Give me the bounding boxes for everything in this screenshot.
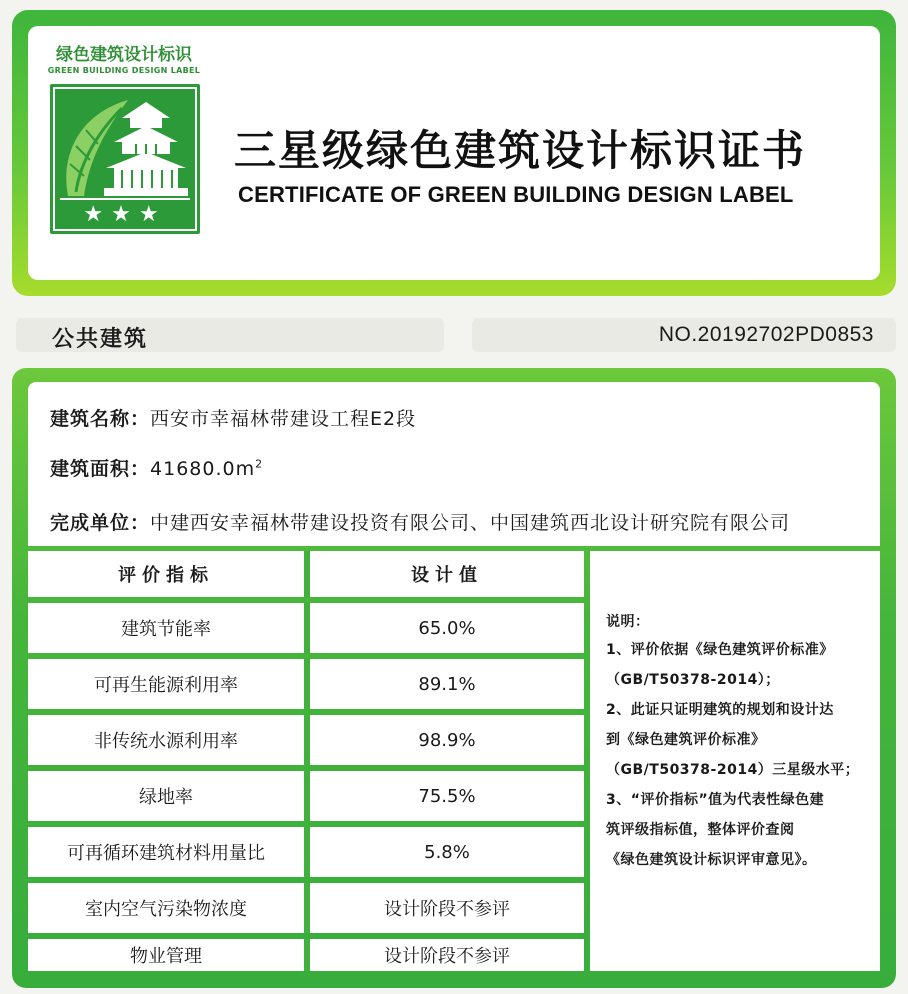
note-line: 1、评价依据《绿色建筑评价标准》: [606, 642, 834, 658]
value-cell: 5.8%: [424, 841, 470, 863]
indicator-cell: 物业管理: [130, 946, 202, 967]
table-row: [28, 883, 584, 933]
notes-panel: [590, 551, 880, 971]
green-building-logo: [44, 40, 204, 250]
value-cell: 设计阶段不参评: [384, 946, 510, 967]
header-indicator: 评价指标: [118, 565, 214, 586]
indicator-cell: 室内空气污染物浓度: [85, 899, 247, 920]
completion-unit-line: [50, 508, 790, 535]
indicator-table: [28, 551, 584, 971]
building-area-line: [50, 454, 263, 481]
building-name-label: 建筑名称：: [50, 408, 151, 430]
certificate-title-en: CERTIFICATE OF GREEN BUILDING DESIGN LABEL: [238, 182, 794, 207]
certificate-number: NO.20192702PD0853: [658, 323, 874, 346]
building-name-value: 西安市幸福林带建设工程E2段: [150, 408, 417, 430]
table-row: [28, 827, 584, 877]
table-row: [28, 659, 584, 709]
table-row: [28, 939, 584, 971]
building-area-label: 建筑面积：: [50, 458, 151, 480]
note-line: 到《绿色建筑评价标准》: [606, 732, 766, 748]
value-cell: 65.0%: [418, 617, 476, 639]
logo-stars: ★★★: [83, 202, 167, 227]
logo-cn-text: 绿色建筑设计标识: [56, 45, 192, 65]
certificate-number-bar: [472, 318, 896, 352]
note-line: （GB/T50378-2014）；: [606, 672, 780, 688]
value-cell: 98.9%: [418, 729, 476, 751]
building-name-line: [50, 404, 416, 431]
completion-unit-label: 完成单位：: [50, 512, 151, 534]
notes-title: 说明：: [606, 614, 650, 630]
indicator-cell: 可再生能源利用率: [94, 675, 238, 696]
logo-en-text: GREEN BUILDING DESIGN LABEL: [47, 66, 201, 75]
note-line: 3、“评价指标”值为代表性绿色建: [606, 792, 825, 808]
building-area-value: 41680.0m: [150, 458, 256, 480]
table-header-row: [28, 551, 584, 597]
note-line: 筑评级指标值，整体评价查阅: [606, 822, 795, 838]
indicator-cell: 非传统水源利用率: [94, 731, 238, 752]
header-value: 设计值: [411, 565, 483, 586]
value-cell: 75.5%: [418, 785, 476, 807]
note-line: 《绿色建筑设计标识评审意见》。: [606, 852, 817, 868]
certificate-title-cn: 三星级绿色建筑设计标识证书: [234, 126, 807, 175]
building-category: 公共建筑: [52, 327, 149, 352]
building-category-bar: [16, 318, 444, 352]
temple-leaf-emblem-icon: [50, 84, 200, 234]
note-line: （GB/T50378-2014）三星级水平；: [606, 762, 860, 778]
note-line: 2、此证只证明建筑的规划和设计达: [606, 702, 834, 718]
table-row: [28, 771, 584, 821]
indicator-cell: 绿地率: [139, 787, 193, 808]
building-info-panel: [28, 382, 880, 546]
indicator-cell: 可再循环建筑材料用量比: [67, 843, 265, 864]
table-row: [28, 603, 584, 653]
value-cell: 89.1%: [418, 673, 476, 695]
building-area-unit-sup: 2: [255, 457, 264, 471]
indicator-cell: 建筑节能率: [121, 619, 211, 640]
completion-unit-value: 中建西安幸福林带建设投资有限公司、中国建筑西北设计研究院有限公司: [150, 512, 791, 534]
value-cell: 设计阶段不参评: [384, 899, 510, 920]
table-row: [28, 715, 584, 765]
certificate-body-frame: [12, 368, 896, 988]
